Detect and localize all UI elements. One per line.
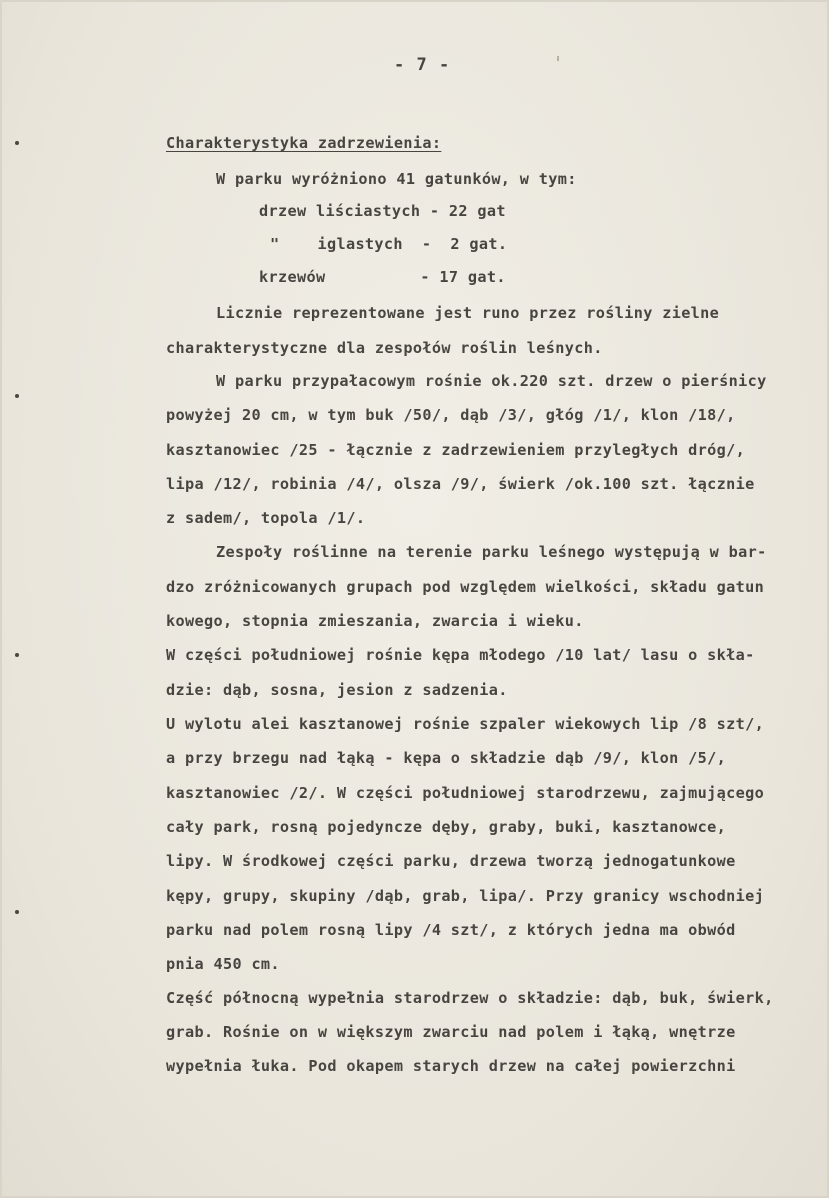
text-line: U wylotu alei kasztanowej rośnie szpaler wiekowych lip /8 szt/,: [166, 715, 765, 733]
margin-dot: [15, 910, 19, 914]
text-line: " iglastych - 2 gat.: [270, 235, 508, 253]
text-line: lipa /12/, robinia /4/, olsza /9/, świerk /ok.100 szt. łącznie: [166, 475, 755, 493]
margin-dot: [15, 394, 19, 398]
text-line: dzo zróżnicowanych grupach pod względem wielkości, składu gatun: [166, 578, 765, 596]
text-line: a przy brzegu nad łąką - kępa o składzie dąb /9/, klon /5/,: [166, 749, 727, 767]
text-line: grab. Rośnie on w większym zwarciu nad polem i łąką, wnętrze: [166, 1023, 736, 1041]
text-line: kowego, stopnia zmieszania, zwarcia i wieku.: [166, 612, 584, 630]
text-line: pnia 450 cm.: [166, 955, 280, 973]
page-number: - 7 -: [394, 55, 451, 75]
text-line: cały park, rosną pojedyncze dęby, graby, buki, kasztanowce,: [166, 818, 727, 836]
text-line: krzewów - 17 gat.: [259, 268, 506, 286]
text-line: W parku przypałacowym rośnie ok.220 szt. drzew o pierśnicy: [216, 372, 767, 390]
paper-speck: [557, 56, 559, 61]
text-line: kasztanowiec /25 - łącznie z zadrzewieniem przyległych dróg/,: [166, 441, 746, 459]
text-line: kępy, grupy, skupiny /dąb, grab, lipa/. Przy granicy wschodniej: [166, 887, 765, 905]
margin-dot: [15, 653, 19, 657]
text-line: parku nad polem rosną lipy /4 szt/, z których jedna ma obwód: [166, 921, 736, 939]
text-line: drzew liściastych - 22 gat: [259, 202, 506, 220]
section-heading: Charakterystyka zadrzewienia:: [166, 134, 442, 152]
text-line: Licznie reprezentowane jest runo przez rośliny zielne: [216, 304, 720, 322]
text-line: W części południowej rośnie kępa młodego /10 lat/ lasu o skła-: [166, 646, 755, 664]
text-line: powyżej 20 cm, w tym buk /50/, dąb /3/, głóg /1/, klon /18/,: [166, 406, 736, 424]
text-line: kasztanowiec /2/. W części południowej starodrzewu, zajmującego: [166, 784, 765, 802]
text-line: lipy. W środkowej części parku, drzewa tworzą jednogatunkowe: [166, 852, 736, 870]
margin-dot: [15, 141, 19, 145]
text-line: charakterystyczne dla zespołów roślin leśnych.: [166, 339, 603, 357]
text-line: W parku wyróżniono 41 gatunków, w tym:: [216, 170, 577, 188]
text-line: wypełnia łuka. Pod okapem starych drzew na całej powierzchni: [166, 1057, 736, 1075]
text-line: Zespoły roślinne na terenie parku leśnego występują w bar-: [216, 543, 767, 561]
text-line: z sadem/, topola /1/.: [166, 509, 366, 527]
text-line: dzie: dąb, sosna, jesion z sadzenia.: [166, 681, 508, 699]
text-line: Część północną wypełnia starodrzew o składzie: dąb, buk, świerk,: [166, 989, 774, 1007]
